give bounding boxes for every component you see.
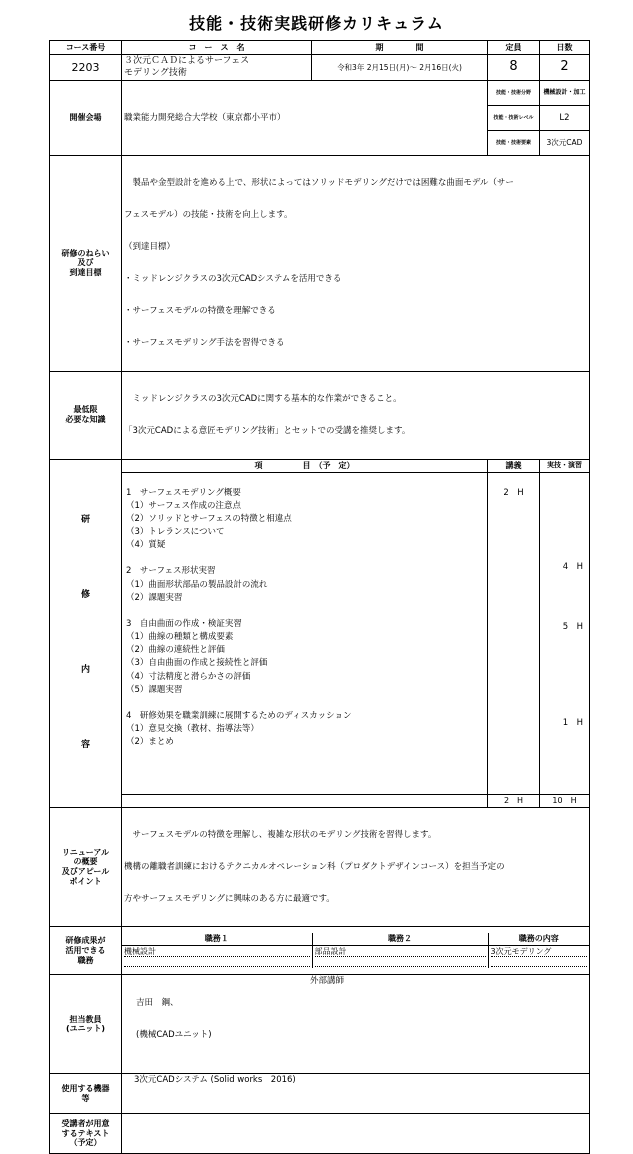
renewal-label-4: ポイント bbox=[69, 876, 102, 886]
section-item: （2）曲線の連続性と評価 bbox=[126, 645, 225, 656]
section-item: （2）ソリッドとサーフェスの特徴と相違点 bbox=[126, 513, 292, 524]
element-value: 3次元CAD bbox=[540, 131, 590, 156]
equipment-label bbox=[50, 1074, 122, 1114]
duties-label bbox=[50, 927, 122, 975]
section-item: （2）課題実習 bbox=[126, 592, 183, 603]
textbook-value bbox=[122, 1114, 590, 1154]
duty2-cell bbox=[312, 946, 488, 969]
section-item: （4）寸法精度と滑らかさの評価 bbox=[126, 671, 251, 682]
renewal-line: サーフェスモデルの特徴を理解し、複雑な形状のモデリング技術を習得します。 bbox=[124, 829, 437, 840]
aim-line: フェスモデル）の技能・技術を向上します。 bbox=[124, 210, 293, 221]
practice-hours-s2: 4 H bbox=[562, 561, 583, 572]
practice-hours bbox=[540, 472, 590, 794]
section-1 bbox=[126, 487, 483, 553]
section-item: （5）課題実習 bbox=[126, 684, 183, 695]
prereq-label-1: 最低限 bbox=[73, 405, 98, 415]
equipment-label-2: 等 bbox=[81, 1093, 90, 1103]
duty3-cell bbox=[488, 946, 589, 969]
field-value: 機械設計・加工 bbox=[540, 81, 590, 106]
aim-label-2: 及び bbox=[77, 258, 94, 268]
content-label-char: 内 bbox=[80, 664, 90, 675]
page-title: 技能・技術実践研修カリキュラム bbox=[189, 14, 444, 33]
lecture-header: 講義 bbox=[488, 459, 540, 472]
aim-line: 製品や金型設計を進める上で、形状によってはソリッドモデリングだけでは困難な曲面モデル（サー bbox=[124, 178, 514, 189]
instructor-label-2: (ユニット) bbox=[66, 1024, 105, 1034]
renewal-label-3: 及びアピール bbox=[61, 866, 110, 876]
venue-label: 開催会場 bbox=[50, 81, 122, 156]
duty1-cell bbox=[122, 946, 312, 969]
prereq-line: 「3次元CADによる意匠モデリング技術」とセットでの受講を推奨します。 bbox=[124, 425, 411, 436]
course-name bbox=[122, 55, 312, 81]
instructor-text bbox=[122, 975, 590, 1074]
aim-label-1: 研修のねらい bbox=[61, 248, 110, 258]
level-label: 技能・技術レベル bbox=[488, 106, 540, 131]
total-practice: 10 H bbox=[540, 794, 590, 807]
content-header-row bbox=[50, 459, 590, 472]
aim-label-3: 到達目標 bbox=[69, 268, 102, 278]
course-code: 2203 bbox=[50, 55, 122, 81]
prereq-text bbox=[122, 371, 590, 459]
duty2-value: 部品設計 bbox=[315, 947, 486, 957]
course-name-line2: モデリング技術 bbox=[124, 67, 187, 78]
instructor-unit: (機械CADユニット) bbox=[136, 1029, 212, 1040]
field-label: 技能・技術分野 bbox=[488, 81, 540, 106]
header-course-no: コース番号 bbox=[50, 41, 122, 55]
prereq-line: ミッドレンジクラスの3次元CADに関する基本的な作業ができること。 bbox=[124, 393, 402, 404]
header-period: 期 間 bbox=[312, 41, 488, 55]
duties-label-3: 職務 bbox=[77, 955, 94, 965]
duty1-blank-line bbox=[124, 957, 310, 967]
curriculum-table bbox=[49, 40, 590, 1154]
venue-value: 職業能力開発総合大学校（東京都小平市） bbox=[122, 81, 488, 156]
course-period: 令和3年 2月15日(月)～ 2月16日(火) bbox=[312, 55, 488, 81]
duty3-header: 職務の内容 bbox=[488, 933, 589, 946]
venue-row-1 bbox=[50, 81, 590, 106]
renewal-text bbox=[122, 807, 590, 927]
section-item: （1）曲線の種類と構成要素 bbox=[126, 632, 234, 643]
duty1-header: 職務１ bbox=[122, 933, 312, 946]
practice-hours-s3: 5 H bbox=[562, 621, 583, 632]
course-row bbox=[50, 55, 590, 81]
textbook-label bbox=[50, 1114, 122, 1154]
section-item: （2）まとめ bbox=[126, 737, 174, 748]
section-2 bbox=[126, 565, 483, 605]
equipment-row bbox=[50, 1074, 590, 1114]
section-item: （1）曲面形状部品の製品設計の流れ bbox=[126, 579, 268, 590]
renewal-line: 方やサーフェスモデリングに興味のある方に最適です。 bbox=[124, 893, 335, 904]
renewal-line: 機構の離職者訓練におけるテクニカルオペレーション科（プロダクトデザインコース）を担当予定の bbox=[124, 861, 505, 872]
lecture-hours bbox=[488, 472, 540, 794]
aim-text bbox=[122, 156, 590, 372]
duty1-value: 機械設計 bbox=[124, 947, 310, 957]
content-label-char: 容 bbox=[80, 739, 90, 750]
section-title: 3 自由曲面の作成・検証実習 bbox=[126, 618, 242, 629]
content-label-char: 研 bbox=[80, 514, 90, 525]
section-item: （4）質疑 bbox=[126, 540, 166, 551]
header-course-name: コ ー ス 名 bbox=[122, 41, 312, 55]
external-instructor-label: 外部講師 bbox=[310, 976, 345, 987]
aim-line: （到達目標） bbox=[124, 242, 176, 252]
section-4 bbox=[126, 710, 483, 750]
course-name-line1: ３次元ＣＡＤによるサーフェス bbox=[124, 56, 250, 67]
element-label: 技能・技術要素 bbox=[488, 131, 540, 156]
duties-header-row bbox=[122, 933, 589, 946]
content-label bbox=[50, 459, 122, 807]
practice-hours-s4: 1 H bbox=[562, 717, 583, 728]
section-item: （1）サーフェス作成の注意点 bbox=[126, 500, 242, 511]
aim-line: ・ミッドレンジクラスの3次元CADシステムを活用できる bbox=[124, 273, 342, 284]
practice-header: 実技・演習 bbox=[540, 459, 590, 472]
equipment-value: 3次元CADシステム (Solid works 2016) bbox=[122, 1074, 590, 1114]
duties-label-1: 研修成果が bbox=[65, 936, 106, 946]
prereq-label bbox=[50, 371, 122, 459]
lecture-hours-s1: 2 H bbox=[503, 487, 524, 498]
duty3-blank-line bbox=[491, 957, 588, 967]
textbook-label-1: 受講者が用意 bbox=[61, 1119, 110, 1129]
renewal-label bbox=[50, 807, 122, 927]
section-item: （1）意見交換（教材、指導法等） bbox=[126, 724, 259, 735]
duty3-value: 3次元モデリング bbox=[491, 947, 588, 957]
duties-label-2: 活用できる bbox=[65, 946, 106, 956]
prereq-row bbox=[50, 371, 590, 459]
duties-grid-cell bbox=[122, 927, 590, 975]
instructor-label bbox=[50, 975, 122, 1074]
totals-blank bbox=[122, 794, 488, 807]
instructor-name: 吉田 鋼、 bbox=[136, 997, 179, 1008]
renewal-label-1: リニューアル bbox=[61, 847, 110, 857]
totals-row bbox=[50, 794, 590, 807]
course-days: 2 bbox=[540, 55, 590, 81]
section-title: 1 サーフェスモデリング概要 bbox=[126, 487, 241, 498]
instructor-row bbox=[50, 975, 590, 1074]
header-capacity: 定員 bbox=[488, 41, 540, 55]
instructor-label-1: 担当教員 bbox=[69, 1014, 102, 1024]
table-header-row bbox=[50, 41, 590, 55]
content-body-row bbox=[50, 472, 590, 794]
course-capacity: 8 bbox=[488, 55, 540, 81]
renewal-row bbox=[50, 807, 590, 927]
items-header: 項 目 （予 定） bbox=[122, 459, 488, 472]
aim-label bbox=[50, 156, 122, 372]
duties-grid bbox=[122, 933, 589, 968]
duty2-blank-line bbox=[315, 957, 486, 967]
duties-row bbox=[50, 927, 590, 975]
textbook-label-3: （予定） bbox=[69, 1138, 102, 1148]
textbook-label-2: するテキスト bbox=[61, 1128, 110, 1138]
content-items bbox=[122, 472, 488, 794]
textbook-row bbox=[50, 1114, 590, 1154]
section-3 bbox=[126, 618, 483, 697]
section-title: 4 研修効果を職業訓練に展開するためのディスカッション bbox=[126, 710, 352, 721]
renewal-label-2: の概要 bbox=[73, 857, 98, 867]
prereq-label-2: 必要な知識 bbox=[65, 415, 106, 424]
duties-value-row bbox=[122, 946, 589, 969]
section-title: 2 サーフェス形状実習 bbox=[126, 566, 216, 577]
aim-line: ・サーフェスモデリング手法を習得できる bbox=[124, 337, 285, 348]
total-lecture: 2 H bbox=[488, 794, 540, 807]
equipment-label-1: 使用する機器 bbox=[61, 1083, 110, 1093]
content-label-char: 修 bbox=[80, 589, 90, 600]
aim-line: ・サーフェスモデルの特徴を理解できる bbox=[124, 305, 276, 316]
section-item: （3）トレランスについて bbox=[126, 527, 225, 538]
duty2-header: 職務２ bbox=[312, 933, 488, 946]
section-item: （3）自由曲面の作成と接続性と評価 bbox=[126, 658, 268, 669]
level-value: L2 bbox=[540, 106, 590, 131]
header-days: 日数 bbox=[540, 41, 590, 55]
aim-row bbox=[50, 156, 590, 372]
